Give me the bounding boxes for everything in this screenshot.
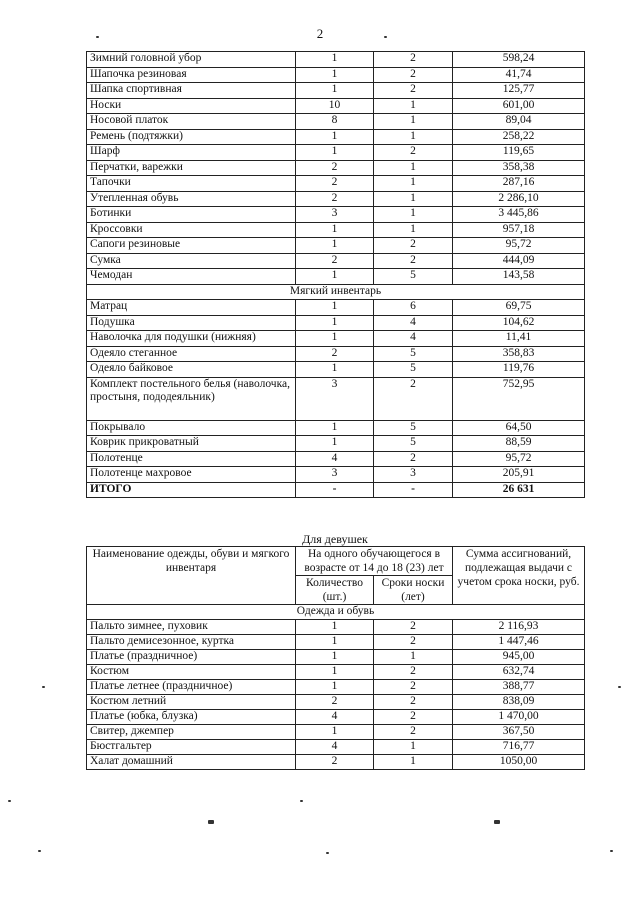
cell-item-name: Платье летнее (праздничное) — [87, 680, 296, 695]
boys-items-table — [86, 51, 585, 498]
table-row — [87, 253, 585, 269]
cell-number: 2 — [296, 755, 374, 770]
table-row — [87, 176, 585, 192]
cell-item-name: Сумка — [87, 253, 296, 269]
cell-number: 1 — [296, 222, 374, 238]
cell-number: 2 — [374, 238, 453, 254]
cell-item-name: Перчатки, варежки — [87, 160, 296, 176]
girls-items-table — [86, 546, 585, 770]
page-number: 2 — [316, 26, 324, 41]
cell-number: 4 — [374, 315, 453, 331]
cell-item-name: Тапочки — [87, 176, 296, 192]
cell-item-name: ИТОГО — [87, 482, 296, 498]
cell-number: 2 — [374, 635, 453, 650]
table-row — [87, 52, 585, 68]
cell-number: 1 — [374, 114, 453, 130]
cell-number: 1 — [296, 680, 374, 695]
cell-number: 5 — [374, 436, 453, 452]
cell-number: 1 — [374, 650, 453, 665]
table-row — [87, 680, 585, 695]
cell-sum: 2 116,93 — [453, 620, 585, 635]
cell-number: 1 — [374, 176, 453, 192]
cell-sum: 125,77 — [453, 83, 585, 99]
table-row — [87, 740, 585, 755]
table-row — [87, 451, 585, 467]
cell-number: 5 — [374, 362, 453, 378]
table-row — [87, 160, 585, 176]
cell-number: 1 — [296, 725, 374, 740]
cell-number: 1 — [374, 755, 453, 770]
header-sum: Сумма ассигнований, подлежащая выдачи с учетом срока носки, руб. — [453, 547, 585, 605]
table-row — [87, 635, 585, 650]
cell-number: 1 — [374, 98, 453, 114]
table-row — [87, 191, 585, 207]
cell-number: 4 — [296, 451, 374, 467]
cell-number: 1 — [296, 269, 374, 285]
total-row — [87, 482, 585, 498]
scan-speck — [8, 800, 11, 802]
table-row — [87, 83, 585, 99]
cell-sum: 358,83 — [453, 346, 585, 362]
cell-number: 2 — [374, 710, 453, 725]
cell-sum: 367,50 — [453, 725, 585, 740]
cell-number: 2 — [374, 665, 453, 680]
scan-speck — [96, 36, 99, 38]
cell-number: 2 — [374, 52, 453, 68]
cell-sum: 41,74 — [453, 67, 585, 83]
section-row — [87, 605, 585, 620]
cell-sum: 3 445,86 — [453, 207, 585, 223]
cell-sum: 2 286,10 — [453, 191, 585, 207]
cell-item-name: Ремень (подтяжки) — [87, 129, 296, 145]
cell-number: 1 — [296, 83, 374, 99]
cell-number: 2 — [374, 695, 453, 710]
cell-sum: 26 631 — [453, 482, 585, 498]
cell-number: 3 — [296, 467, 374, 483]
cell-item-name: Сапоги резиновые — [87, 238, 296, 254]
cell-sum: 119,65 — [453, 145, 585, 161]
table-row — [87, 436, 585, 452]
cell-sum: 143,58 — [453, 269, 585, 285]
table-row — [87, 725, 585, 740]
scan-speck — [494, 820, 500, 824]
table-row — [87, 331, 585, 347]
cell-number: 2 — [374, 83, 453, 99]
cell-sum: 88,59 — [453, 436, 585, 452]
table-row — [87, 467, 585, 483]
cell-number: 1 — [296, 620, 374, 635]
cell-item-name: Комплект постельного белья (наволочка, простыня, пододеяльник) — [87, 377, 296, 420]
cell-number: 1 — [374, 207, 453, 223]
scan-speck — [38, 850, 41, 852]
cell-number: 5 — [374, 346, 453, 362]
cell-number: 8 — [296, 114, 374, 130]
cell-number: - — [374, 482, 453, 498]
section-title: Мягкий инвентарь — [87, 284, 585, 300]
cell-item-name: Шапочка резиновая — [87, 67, 296, 83]
cell-number: 2 — [374, 67, 453, 83]
cell-sum: 444,09 — [453, 253, 585, 269]
cell-sum: 258,22 — [453, 129, 585, 145]
section-title: Одежда и обувь — [87, 605, 585, 620]
table-row — [87, 300, 585, 316]
table-row — [87, 620, 585, 635]
cell-sum: 358,38 — [453, 160, 585, 176]
table-row — [87, 67, 585, 83]
cell-number: 1 — [296, 635, 374, 650]
cell-sum: 598,24 — [453, 52, 585, 68]
cell-item-name: Носки — [87, 98, 296, 114]
table-row — [87, 207, 585, 223]
cell-item-name: Бюстгальтер — [87, 740, 296, 755]
cell-number: 3 — [374, 467, 453, 483]
cell-item-name: Халат домашний — [87, 755, 296, 770]
table-row — [87, 114, 585, 130]
cell-number: 1 — [296, 145, 374, 161]
cell-sum: 957,18 — [453, 222, 585, 238]
cell-number: 10 — [296, 98, 374, 114]
table-row — [87, 710, 585, 725]
table-row — [87, 315, 585, 331]
table-row — [87, 145, 585, 161]
cell-number: 1 — [296, 362, 374, 378]
cell-item-name: Пальто демисезонное, куртка — [87, 635, 296, 650]
cell-number: 3 — [296, 377, 374, 420]
cell-number: 2 — [374, 620, 453, 635]
cell-number: 1 — [296, 315, 374, 331]
cell-number: 5 — [374, 269, 453, 285]
cell-number: 1 — [374, 129, 453, 145]
cell-item-name: Зимний головной убор — [87, 52, 296, 68]
cell-number: 1 — [296, 238, 374, 254]
cell-number: 2 — [296, 191, 374, 207]
cell-number: 1 — [296, 300, 374, 316]
scan-speck — [208, 820, 214, 824]
cell-sum: 752,95 — [453, 377, 585, 420]
cell-number: 2 — [296, 176, 374, 192]
table-row — [87, 346, 585, 362]
table-row — [87, 665, 585, 680]
cell-number: 1 — [296, 67, 374, 83]
table-row — [87, 222, 585, 238]
cell-number: 2 — [296, 160, 374, 176]
cell-number: 1 — [296, 436, 374, 452]
cell-item-name: Костюм — [87, 665, 296, 680]
table-caption: Для девушек — [302, 532, 368, 546]
table-row — [87, 377, 585, 420]
cell-item-name: Ботинки — [87, 207, 296, 223]
header-item-name: Наименование одежды, обуви и мягкого инвентаря — [87, 547, 296, 605]
cell-number: 2 — [374, 451, 453, 467]
cell-number: 1 — [374, 160, 453, 176]
table-row — [87, 269, 585, 285]
cell-number: 5 — [374, 420, 453, 436]
cell-number: 2 — [374, 377, 453, 420]
cell-sum: 104,62 — [453, 315, 585, 331]
cell-number: 1 — [296, 420, 374, 436]
cell-item-name: Утепленная обувь — [87, 191, 296, 207]
cell-item-name: Костюм летний — [87, 695, 296, 710]
cell-sum: 632,74 — [453, 665, 585, 680]
cell-sum: 1050,00 — [453, 755, 585, 770]
cell-number: 6 — [374, 300, 453, 316]
section-row — [87, 284, 585, 300]
scan-speck — [326, 852, 329, 854]
scan-speck — [618, 686, 621, 688]
cell-sum: 205,91 — [453, 467, 585, 483]
cell-sum: 1 447,46 — [453, 635, 585, 650]
cell-item-name: Носовой платок — [87, 114, 296, 130]
cell-number: 1 — [374, 191, 453, 207]
header-wear-period: Сроки носки (лет) — [374, 576, 453, 605]
cell-item-name: Шарф — [87, 145, 296, 161]
table-row — [87, 420, 585, 436]
cell-item-name: Одеяло стеганное — [87, 346, 296, 362]
scan-speck — [42, 686, 45, 688]
table-row — [87, 755, 585, 770]
cell-number: 1 — [296, 665, 374, 680]
cell-sum: 1 470,00 — [453, 710, 585, 725]
cell-item-name: Матрац — [87, 300, 296, 316]
cell-item-name: Платье (юбка, блузка) — [87, 710, 296, 725]
cell-sum: 716,77 — [453, 740, 585, 755]
scan-speck — [384, 36, 387, 38]
scan-speck — [610, 850, 613, 852]
cell-number: 1 — [296, 129, 374, 145]
cell-sum: 95,72 — [453, 451, 585, 467]
cell-number: 2 — [374, 253, 453, 269]
cell-number: 2 — [296, 346, 374, 362]
header-per-student: На одного обучающегося в возрасте от 14 до 18 (23) лет — [296, 547, 453, 576]
cell-sum: 64,50 — [453, 420, 585, 436]
cell-sum: 945,00 — [453, 650, 585, 665]
cell-item-name: Кроссовки — [87, 222, 296, 238]
cell-number: 2 — [374, 725, 453, 740]
cell-item-name: Покрывало — [87, 420, 296, 436]
table-row — [87, 238, 585, 254]
cell-item-name: Полотенце махровое — [87, 467, 296, 483]
cell-item-name: Коврик прикроватный — [87, 436, 296, 452]
cell-number: 4 — [374, 331, 453, 347]
cell-sum: 11,41 — [453, 331, 585, 347]
table-row — [87, 129, 585, 145]
cell-number: 3 — [296, 207, 374, 223]
cell-number: 2 — [374, 680, 453, 695]
cell-sum: 95,72 — [453, 238, 585, 254]
cell-number: 2 — [296, 695, 374, 710]
table-row — [87, 98, 585, 114]
cell-item-name: Шапка спортивная — [87, 83, 296, 99]
table-row — [87, 362, 585, 378]
cell-sum: 69,75 — [453, 300, 585, 316]
cell-item-name: Пальто зимнее, пуховик — [87, 620, 296, 635]
cell-item-name: Свитер, джемпер — [87, 725, 296, 740]
cell-item-name: Подушка — [87, 315, 296, 331]
cell-number: 4 — [296, 740, 374, 755]
table-row — [87, 695, 585, 710]
cell-number: - — [296, 482, 374, 498]
cell-sum: 119,76 — [453, 362, 585, 378]
cell-number: 1 — [374, 740, 453, 755]
cell-sum: 388,77 — [453, 680, 585, 695]
cell-number: 1 — [296, 331, 374, 347]
cell-number: 1 — [374, 222, 453, 238]
cell-number: 1 — [296, 650, 374, 665]
cell-sum: 287,16 — [453, 176, 585, 192]
table-row — [87, 650, 585, 665]
cell-number: 1 — [296, 52, 374, 68]
cell-sum: 838,09 — [453, 695, 585, 710]
cell-item-name: Наволочка для подушки (нижняя) — [87, 331, 296, 347]
cell-sum: 89,04 — [453, 114, 585, 130]
cell-number: 2 — [374, 145, 453, 161]
scan-speck — [300, 800, 303, 802]
cell-sum: 601,00 — [453, 98, 585, 114]
cell-item-name: Одеяло байковое — [87, 362, 296, 378]
cell-item-name: Чемодан — [87, 269, 296, 285]
cell-number: 4 — [296, 710, 374, 725]
cell-item-name: Платье (праздничное) — [87, 650, 296, 665]
cell-number: 2 — [296, 253, 374, 269]
cell-item-name: Полотенце — [87, 451, 296, 467]
header-quantity: Количество (шт.) — [296, 576, 374, 605]
